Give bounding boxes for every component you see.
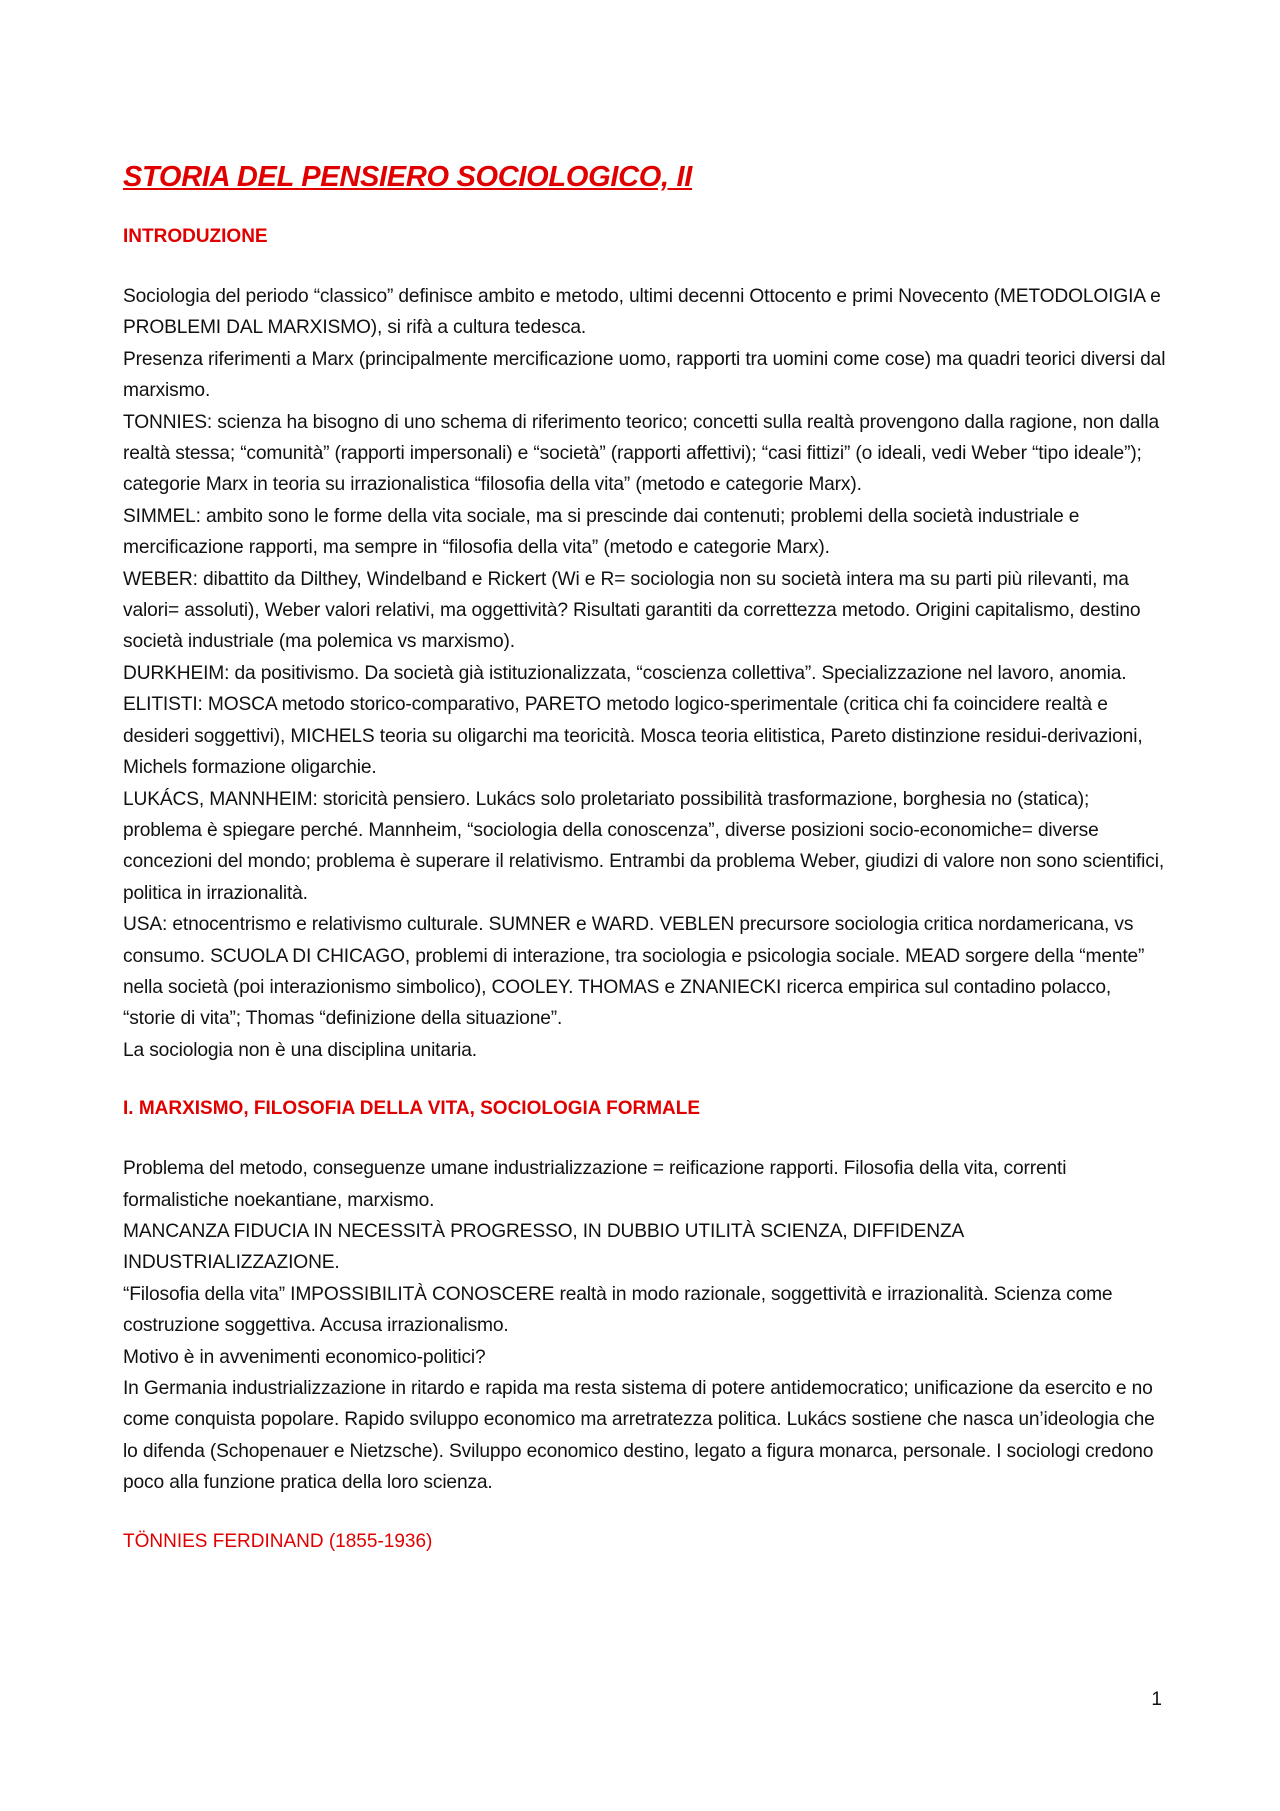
introduzione-body bbox=[123, 281, 1168, 1066]
spacer bbox=[123, 250, 1168, 281]
section-heading-introduzione: INTRODUZIONE bbox=[123, 226, 268, 247]
paragraph: LUKÁCS, MANNHEIM: storicità pensiero. Lukács solo proletariato possibilità trasformazione, borghesia no (statica); problema è spiegare perché. Mannheim, “sociologia della conoscenza”, diverse posizioni socio-economiche= diverse concezioni del mondo; problema è superare il relativismo. Entrambi da problema Weber, giudizi di valore non sono scientifici, politica in irrazionalità. bbox=[123, 788, 1165, 904]
paragraph: La sociologia non è una disciplina unitaria. bbox=[123, 1039, 477, 1061]
paragraph: Sociologia del periodo “classico” definisce ambito e metodo, ultimi decenni Ottocento e primi Novecento (METODOLOIGIA e PROBLEMI DAL MARXISMO), si rifà a cultura tedesca. bbox=[123, 286, 1161, 339]
paragraph: MANCANZA FIDUCIA IN NECESSITÀ PROGRESSO, IN DUBBIO UTILITÀ SCIENZA, DIFFIDENZA INDUSTRIALIZZAZIONE. bbox=[123, 1220, 964, 1274]
paragraph: Problema del metodo, conseguenze umane industrializzazione = reificazione rapporti. Filosofia della vita, correnti formalistiche noekantiane, marxismo. bbox=[123, 1158, 1067, 1211]
paragraph: In Germania industrializzazione in ritardo e rapida ma resta sistema di potere antidemocratico; unificazione da esercito e no come conquista popolare. Rapido sviluppo economico ma arretratezza politica. Lukács sostiene che nasca un’ideologia che lo difenda (Schopenauer e Nietzsche). Sviluppo economico destino, legato a figura monarca, personale. I sociologi credono poco alla funzione pratica della loro scienza. bbox=[123, 1378, 1155, 1494]
document-title: STORIA DEL PENSIERO SOCIOLOGICO, II bbox=[123, 161, 693, 193]
spacer bbox=[123, 1499, 1168, 1529]
page-number: 1 bbox=[1151, 1689, 1162, 1710]
paragraph: ELITISTI: MOSCA metodo storico-comparativo, PARETO metodo logico-sperimentale (critica chi fa coincidere realtà e desideri soggettivi), MICHELS teoria su oligarchi ma teoricità. Mosca teoria elitistica, Pareto distinzione residui-derivazioni, Michels formazione oligarchie. bbox=[123, 694, 1143, 779]
spacer bbox=[123, 1122, 1168, 1153]
paragraph: DURKHEIM: da positivismo. Da società già istituzionalizzata, “coscienza collettiva”. Specializzazione nel lavoro, anomia. bbox=[123, 662, 1127, 684]
paragraph: TONNIES: scienza ha bisogno di uno schema di riferimento teorico; concetti sulla realtà provengono dalla ragione, non dalla realtà stessa; “comunità” (rapporti impersonali) e “società” (rapporti affettivi); “casi fittizi” (o ideali, vedi Weber “tipo ideale”); categorie Marx in teoria su irrazionalistica “filosofia della vita” (metodo e categorie Marx). bbox=[123, 411, 1160, 496]
page-content bbox=[123, 158, 1168, 1555]
paragraph: Presenza riferimenti a Marx (principalmente mercificazione uomo, rapporti tra uomini come cose) ma quadri teorici diversi dal marxismo. bbox=[123, 348, 1166, 402]
paragraph: SIMMEL: ambito sono le forme della vita sociale, ma si prescinde dai contenuti; problemi della società industriale e mercificazione rapporti, ma sempre in “filosofia della vita” (metodo e categorie Marx). bbox=[123, 505, 1080, 559]
spacer bbox=[123, 1066, 1168, 1096]
marxismo-body bbox=[123, 1153, 1168, 1498]
paragraph: “Filosofia della vita” IMPOSSIBILITÀ CONOSCERE realtà in modo razionale, soggettività e irrazionalità. Scienza come costruzione soggettiva. Accusa irrazionalismo. bbox=[123, 1283, 1113, 1337]
paragraph: WEBER: dibattito da Dilthey, Windelband e Rickert (Wi e R= sociologia non su società intera ma su parti più rilevanti, ma valori= assoluti), Weber valori relativi, ma oggettività? Risultati garantiti da correttezza metodo. Origini capitalismo, destino società industriale (ma polemica vs marxismo). bbox=[123, 568, 1141, 653]
section-heading-tonnies: TÖNNIES FERDINAND (1855-1936) bbox=[123, 1530, 433, 1552]
paragraph: Motivo è in avvenimenti economico-politici? bbox=[123, 1346, 486, 1368]
paragraph: USA: etnocentrismo e relativismo culturale. SUMNER e WARD. VEBLEN precursore sociologia critica nordamericana, vs consumo. SCUOLA DI CHICAGO, problemi di interazione, tra sociologia e psicologia sociale. MEAD sorgere della “mente” nella società (poi interazionismo simbolico), COOLEY. THOMAS e ZNANIECKI ricerca empirica sul contadino polacco, “storie di vita”; Thomas “definizione della situazione”. bbox=[123, 914, 1145, 1030]
section-heading-marxismo: I. MARXISMO, FILOSOFIA DELLA VITA, SOCIOLOGIA FORMALE bbox=[123, 1098, 701, 1120]
